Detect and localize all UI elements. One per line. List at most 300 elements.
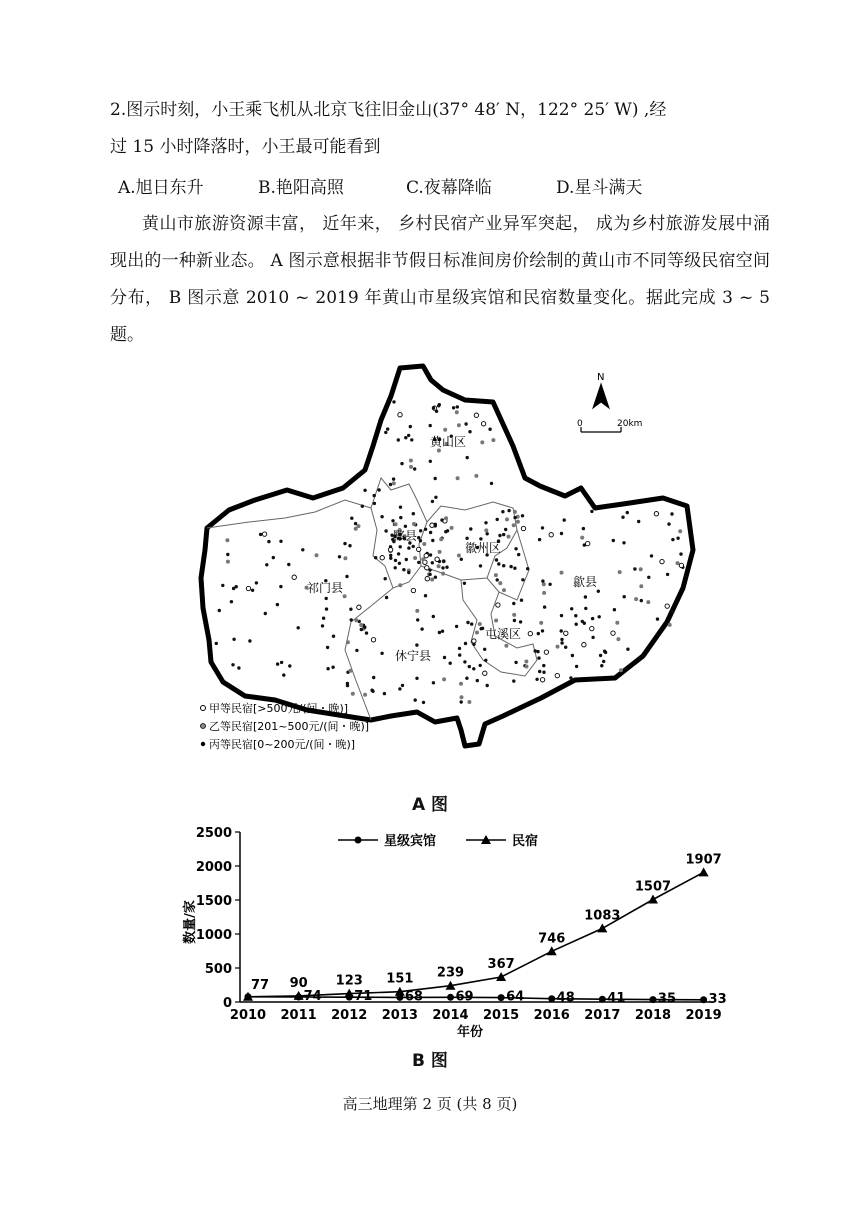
x-tick-label: 2019 (685, 1008, 722, 1023)
homestay-dot-bing (389, 557, 392, 560)
homestay-dot-bing (469, 527, 472, 530)
homestay-dot-bing (519, 620, 522, 623)
homestay-dot-jia (425, 566, 429, 570)
homestay-dot-bing (429, 424, 432, 427)
data-label: 74 (303, 988, 322, 1004)
legend-label-bing: 丙等民宿[0~200元/(间・晚)] (209, 738, 356, 751)
north-arrow (593, 372, 609, 408)
homestay-dot-bing (416, 618, 419, 621)
homestay-dot-bing (413, 467, 416, 470)
homestay-dot-bing (497, 562, 500, 565)
homestay-dot-bing (575, 623, 578, 626)
homestay-dot-bing (301, 548, 304, 551)
homestay-dot-jia (549, 533, 553, 537)
homestay-dot-bing (637, 520, 640, 523)
homestay-dot-bing (221, 584, 224, 587)
homestay-dot-bing (429, 553, 432, 556)
homestay-dot-jia (528, 631, 532, 635)
homestay-dot-bing (488, 428, 491, 431)
homestay-dot-yi (438, 550, 442, 554)
district-boundary-qimen (207, 500, 371, 528)
homestay-dot-bing (350, 517, 353, 520)
homestay-dot-yi (484, 528, 488, 532)
hotel-point (649, 996, 656, 1003)
region-label-tunxi: 屯溪区 (485, 627, 522, 641)
chart-legend (338, 833, 538, 849)
homestay-dot-bing (443, 656, 446, 659)
homestay-dot-bing (600, 664, 603, 667)
homestay-dot-bing (626, 511, 629, 514)
homestay-dot-yi (409, 459, 413, 463)
homestay-dot-bing (276, 662, 279, 665)
data-label: 64 (506, 989, 525, 1005)
homestay-dot-bing (514, 547, 517, 550)
homestay-dot-bing (676, 537, 679, 540)
homestay-dot-bing (463, 582, 466, 585)
homestay-dot-bing (465, 677, 468, 680)
homestay-dot-yi (512, 613, 516, 617)
homestay-dot-yi (444, 516, 448, 520)
homestay-dot-bing (365, 631, 368, 634)
homestay-dot-bing (402, 568, 405, 571)
homestay-dot-bing (445, 566, 448, 569)
legend-marker-yi (201, 724, 206, 729)
homestay-dot-bing (325, 607, 328, 610)
homestay-dot-bing (394, 566, 397, 569)
homestay-dot-yi (513, 510, 517, 514)
homestay-dot-bing (422, 701, 425, 704)
homestay-dot-bing (398, 562, 401, 565)
homestay-dot-bing (591, 617, 594, 620)
homestay-dot-yi (226, 560, 230, 564)
homestay-dot-bing (513, 516, 516, 519)
homestay-dot-bing (332, 635, 335, 638)
data-label: 239 (436, 965, 465, 981)
homestay-dot-bing (373, 494, 376, 497)
homestay-dot-bing (464, 422, 467, 425)
homestay-dot-bing (434, 576, 437, 579)
homestay-dot-bing (470, 622, 473, 625)
homestay-dot-yi (639, 567, 643, 571)
homestay-dot-bing (360, 628, 363, 631)
homestay-dot-bing (460, 700, 463, 703)
homestay-dot-yi (392, 481, 396, 485)
homestay-dot-bing (581, 620, 584, 623)
homestay-dot-bing (458, 653, 461, 656)
homestay-dot-bing (420, 627, 423, 630)
homestay-dot-bing (407, 434, 410, 437)
district-boundary-xiuning (345, 588, 393, 720)
data-label: 41 (607, 991, 626, 1007)
homestay-dot-bing (582, 527, 585, 530)
homestay-dot-bing (398, 687, 401, 690)
homestay-dot-jia (679, 563, 683, 567)
y-tick-label: 0 (222, 996, 232, 1011)
question-2-options (118, 170, 778, 207)
homestay-dot-bing (407, 546, 410, 549)
homestay-dot-yi (450, 526, 454, 530)
homestay-dot-bing (399, 516, 402, 519)
homestay-dot-bing (570, 607, 573, 610)
homestay-dot-jia (544, 650, 548, 654)
homestay-dot-bing (536, 650, 539, 653)
homestay-dot-bing (464, 642, 467, 645)
x-tick-label: 2014 (432, 1008, 469, 1023)
x-tick-label: 2018 (634, 1008, 672, 1023)
homestay-dot-bing (264, 612, 267, 615)
homestay-dot-bing (575, 665, 578, 668)
homestay-dot-bing (666, 573, 669, 576)
homestay-dot-bing (537, 632, 540, 635)
homestay-dot-bing (417, 536, 420, 539)
homestay-dot-bing (251, 589, 254, 592)
homestay-dot-bing (560, 614, 563, 617)
homestay-dot-yi (357, 524, 361, 528)
homestay-dot-bing (276, 603, 279, 606)
homestay-dot-bing (287, 563, 290, 566)
intro-paragraph: 黄山市旅游资源丰富， 近年来， 乡村民宿产业异军突起， 成为乡村旅游发展中涌现出的一种新业态。 A 图示意根据非节假日标准间房价绘制的黄山市不同等级民宿空间分布， B 图示意 2010 ~ 2019 年黄山市星级宾馆和民宿数量变化。据此完成 3 ~ 5 题。 (110, 214, 770, 345)
homestay-dot-jia (371, 638, 375, 642)
homestay-dot-bing (446, 529, 449, 532)
question-2-line1: 2.图示时刻，小王乘飞机从北京飞往旧金山(37° 48′ N，122° 25′ W) ,经 (110, 100, 667, 120)
homestay-dot-bing (507, 509, 510, 512)
homestay-dot-bing (483, 648, 486, 651)
homestay-dot-jia (472, 639, 476, 643)
homestay-dot-bing (465, 537, 468, 540)
homestay-dot-bing (355, 649, 358, 652)
homestay-dot-bing (496, 518, 499, 521)
homestay-dot-bing (613, 608, 616, 611)
homestay-dot-bing (569, 676, 572, 679)
homestay-dot-bing (479, 664, 482, 667)
homestay-dot-bing (255, 581, 258, 584)
region-label-huangshan: 黄山区 (430, 435, 467, 449)
homestay-dot-bing (541, 629, 544, 632)
homestay-dot-bing (626, 648, 629, 651)
homestay-dot-jia (555, 673, 559, 677)
homestay-dot-yi (457, 423, 461, 427)
homestay-dot-bing (584, 607, 587, 610)
north-arrow-icon (593, 384, 609, 408)
homestay-dot-yi (512, 523, 516, 527)
homestay-dot-bing (535, 678, 538, 681)
option-d[interactable]: D.星斗满天 (556, 178, 643, 198)
homestay-dot-bing (414, 698, 417, 701)
homestay-dot-bing (232, 638, 235, 641)
homestay-dot-bing (297, 626, 300, 629)
homestay-dot-yi (494, 619, 498, 623)
x-tick-label: 2010 (229, 1008, 267, 1023)
homestay-dot-bing (526, 567, 529, 570)
homestay-dot-jia (654, 512, 658, 516)
homestay-dot-bing (563, 518, 566, 521)
homestay-dot-bing (442, 560, 445, 563)
homestay-dot-bing (476, 679, 479, 682)
homestay-dot-jia (380, 556, 384, 560)
homestay-dot-bing (564, 646, 567, 649)
homestay-dot-bing (650, 554, 653, 557)
homestay-dot-bing (399, 506, 402, 509)
homestay-dot-bing (231, 663, 234, 666)
homestay-dot-bing (509, 565, 512, 568)
homestay-dot-bing (288, 664, 291, 667)
homestay-dot-bing (248, 639, 251, 642)
homestay-dot-bing (397, 438, 400, 441)
homestay-dot-bing (486, 684, 489, 687)
homestay-dot-bing (322, 617, 325, 620)
homestay-dot-bing (431, 539, 434, 542)
homestay-dot-yi (437, 449, 441, 453)
data-label: 69 (455, 989, 474, 1005)
x-tick-label: 2016 (533, 1008, 570, 1023)
homestay-dot-jia (496, 603, 500, 607)
homestay-dot-jia (540, 678, 544, 682)
homestay-dot-bing (484, 521, 487, 524)
homestay-dot-bing (449, 662, 452, 665)
x-tick-label: 2012 (331, 1008, 368, 1023)
homestay-dot-bing (484, 659, 487, 662)
homestay-dot-bing (218, 609, 221, 612)
homestay-dot-yi (475, 631, 479, 635)
homestay-dot-bing (431, 561, 434, 564)
homestay-dot-yi (455, 410, 459, 414)
homestay-dot-bing (346, 684, 349, 687)
homestay-dot-bing (441, 630, 444, 633)
homestay-dot-bing (538, 538, 541, 541)
page-footer: 高三地理第 2 页 (共 8 页) (342, 1095, 518, 1113)
homestay-dot-bing (537, 656, 540, 659)
homestay-dot-jia (483, 671, 487, 675)
homestay-dot-bing (670, 512, 673, 515)
homestay-dot-bing (671, 610, 674, 613)
homestay-dot-jia (611, 631, 615, 635)
homestay-dot-yi (315, 553, 319, 557)
homestay-dot-bing (512, 602, 515, 605)
data-label: 48 (556, 990, 575, 1006)
homestay-dot-yi (556, 645, 560, 649)
homestay-dot-yi (524, 660, 528, 664)
homestay-dot-yi (363, 693, 367, 697)
homestay-dot-yi (456, 476, 460, 480)
homestay-dot-yi (646, 600, 650, 604)
x-tick-label: 2017 (584, 1008, 621, 1023)
homestay-dot-yi (459, 682, 463, 686)
homestay-dot-bing (560, 641, 563, 644)
homestay-dot-bing (331, 666, 334, 669)
homestay-dot-bing (235, 585, 238, 588)
figure-b-caption: B 图 (412, 1051, 448, 1071)
homestay-dot-jia (665, 604, 669, 608)
homestay-dot-yi (502, 588, 506, 592)
homestay-dot-bing (441, 566, 444, 569)
homestay-dot-bing (541, 526, 544, 529)
homestay-dot-bing (435, 410, 438, 413)
homestay-dot-bing (560, 638, 563, 641)
homestay-dot-bing (440, 518, 443, 521)
option-a[interactable]: A.旭日东升 (118, 178, 204, 198)
figure-a-caption: A 图 (411, 795, 449, 815)
homestay-dot-bing (584, 595, 587, 598)
homestay-dot-bing (377, 488, 380, 491)
data-label: 68 (404, 989, 423, 1005)
homestay-point (699, 867, 709, 876)
homestay-dot-yi (505, 517, 509, 521)
data-label: 1507 (634, 879, 672, 895)
question-2 (110, 92, 770, 166)
homestay-dot-bing (383, 692, 386, 695)
homestay-dot-bing (498, 534, 501, 537)
homestay-dot-bing (460, 558, 463, 561)
region-label-xiuning: 休宁县 (395, 649, 432, 663)
homestay-dot-yi (348, 669, 352, 673)
data-label: 367 (487, 957, 515, 973)
homestay-dot-bing (409, 425, 412, 428)
homestay-dot-bing (428, 573, 431, 576)
homestay-dot-bing (392, 400, 395, 403)
homestay-dot-bing (521, 514, 524, 517)
homestay-dot-yi (580, 536, 584, 540)
homestay-dot-bing (432, 681, 435, 684)
homestay-dot-bing (591, 636, 594, 639)
hotel-point (700, 996, 707, 1003)
homestay-dot-yi (634, 597, 638, 601)
homestay-dot-bing (501, 510, 504, 513)
homestay-dot-bing (502, 533, 505, 536)
homestay-dot-bing (495, 558, 498, 561)
homestay-dot-bing (466, 456, 469, 459)
homestay-dot-bing (392, 477, 395, 480)
x-tick-label: 2011 (280, 1008, 317, 1023)
homestay-dot-bing (401, 684, 404, 687)
homestay-dot-bing (424, 528, 427, 531)
homestay-dot-bing (348, 544, 351, 547)
homestay-dot-bing (265, 563, 268, 566)
homestay-dot-bing (389, 483, 392, 486)
homestay-dot-bing (434, 524, 437, 527)
homestay-dot-bing (621, 516, 624, 519)
homestay-dot-bing (363, 626, 366, 629)
data-label: 1083 (584, 908, 621, 924)
homestay-dot-yi (474, 474, 478, 478)
homestay-dot-bing (279, 540, 282, 543)
homestay-dot-bing (520, 599, 523, 602)
homestay-dot-bing (405, 558, 408, 561)
homestay-dot-yi (491, 438, 495, 442)
legend-marker-jia (201, 706, 206, 711)
data-label: 90 (289, 975, 308, 991)
homestay-dot-bing (417, 561, 420, 564)
region-label-she: 歙县 (573, 575, 598, 589)
homestay-dot-bing (279, 585, 282, 588)
homestay-dot-jia (262, 532, 266, 536)
homestay-dot-yi (398, 583, 402, 587)
homestay-dot-yi (422, 542, 426, 546)
north-arrow-label: N (597, 372, 605, 383)
homestay-dot-yi (351, 692, 355, 696)
homestay-dot-jia (246, 586, 250, 590)
homestay-dot-bing (560, 629, 563, 632)
homestay-dot-yi (619, 668, 623, 672)
homestay-dot-bing (667, 522, 670, 525)
homestay-dot-bing (597, 590, 600, 593)
homestay-dot-bing (385, 596, 388, 599)
homestay-dot-bing (513, 619, 516, 622)
homestay-dot-yi (618, 570, 622, 574)
homestay-dot-bing (372, 676, 375, 679)
homestay-dot-bing (496, 578, 499, 581)
homestay-dot-yi (542, 591, 546, 595)
homestay-dot-bing (326, 646, 329, 649)
y-tick-label: 1500 (195, 894, 232, 909)
homestay-dot-bing (419, 539, 422, 542)
homestay-dot-jia (474, 413, 478, 417)
homestay-dot-yi (678, 529, 682, 533)
homestay-point (496, 972, 506, 981)
homestay-dot-bing (343, 542, 346, 545)
homestay-dot-bing (394, 559, 397, 562)
homestay-dot-bing (590, 510, 593, 513)
homestay-dot-bing (599, 654, 602, 657)
homestay-dot-jia (411, 588, 415, 592)
homestay-dot-jia (430, 523, 434, 527)
homestay-dot-bing (504, 528, 507, 531)
homestay-dot-bing (479, 564, 482, 567)
homestay-dot-bing (399, 545, 402, 548)
homestay-dot-yi (442, 677, 446, 681)
option-b[interactable]: B.艳阳高照 (258, 178, 344, 198)
homestay-dot-bing (226, 553, 229, 556)
homestay-dot-bing (534, 649, 537, 652)
homestay-dot-yi (413, 556, 417, 560)
homestay-dot-yi (539, 621, 543, 625)
y-tick-label: 1000 (195, 928, 232, 943)
homestay-dot-bing (410, 438, 413, 441)
homestay-point (597, 923, 607, 932)
data-label: 1907 (685, 852, 722, 868)
homestay-dot-yi (441, 572, 445, 576)
homestay-dot-bing (432, 406, 435, 409)
homestay-dot-bing (434, 496, 437, 499)
homestay-dot-yi (676, 561, 680, 565)
homestay-dot-bing (656, 617, 659, 620)
homestay-dot-yi (504, 644, 508, 648)
y-tick-label: 2500 (195, 826, 232, 841)
homestay-dot-bing (538, 670, 541, 673)
homestay-dot-yi (516, 520, 520, 524)
homestay-dot-bing (543, 605, 546, 608)
scale-bar (577, 419, 642, 432)
homestay-dot-bing (541, 579, 544, 582)
data-label: 71 (354, 989, 373, 1005)
homestay-dot-yi (225, 538, 229, 542)
homestay-dot-bing (384, 529, 387, 532)
homestay-dot-bing (384, 431, 387, 434)
homestay-dot-bing (429, 460, 432, 463)
homestay-dot-yi (616, 637, 620, 641)
x-tick-label: 2013 (381, 1008, 418, 1023)
homestay-dot-bing (472, 643, 475, 646)
option-c[interactable]: C.夜幕降临 (406, 178, 492, 198)
homestay-dot-jia (660, 559, 664, 563)
homestay-dot-bing (397, 552, 400, 555)
homestay-dot-bing (404, 436, 407, 439)
data-label: 77 (250, 977, 270, 993)
homestay-dot-jia (425, 577, 429, 581)
homestay-dot-yi (542, 582, 546, 586)
homestay-dot-bing (622, 541, 625, 544)
map-legend (201, 701, 370, 751)
homestay-dot-bing (272, 556, 275, 559)
